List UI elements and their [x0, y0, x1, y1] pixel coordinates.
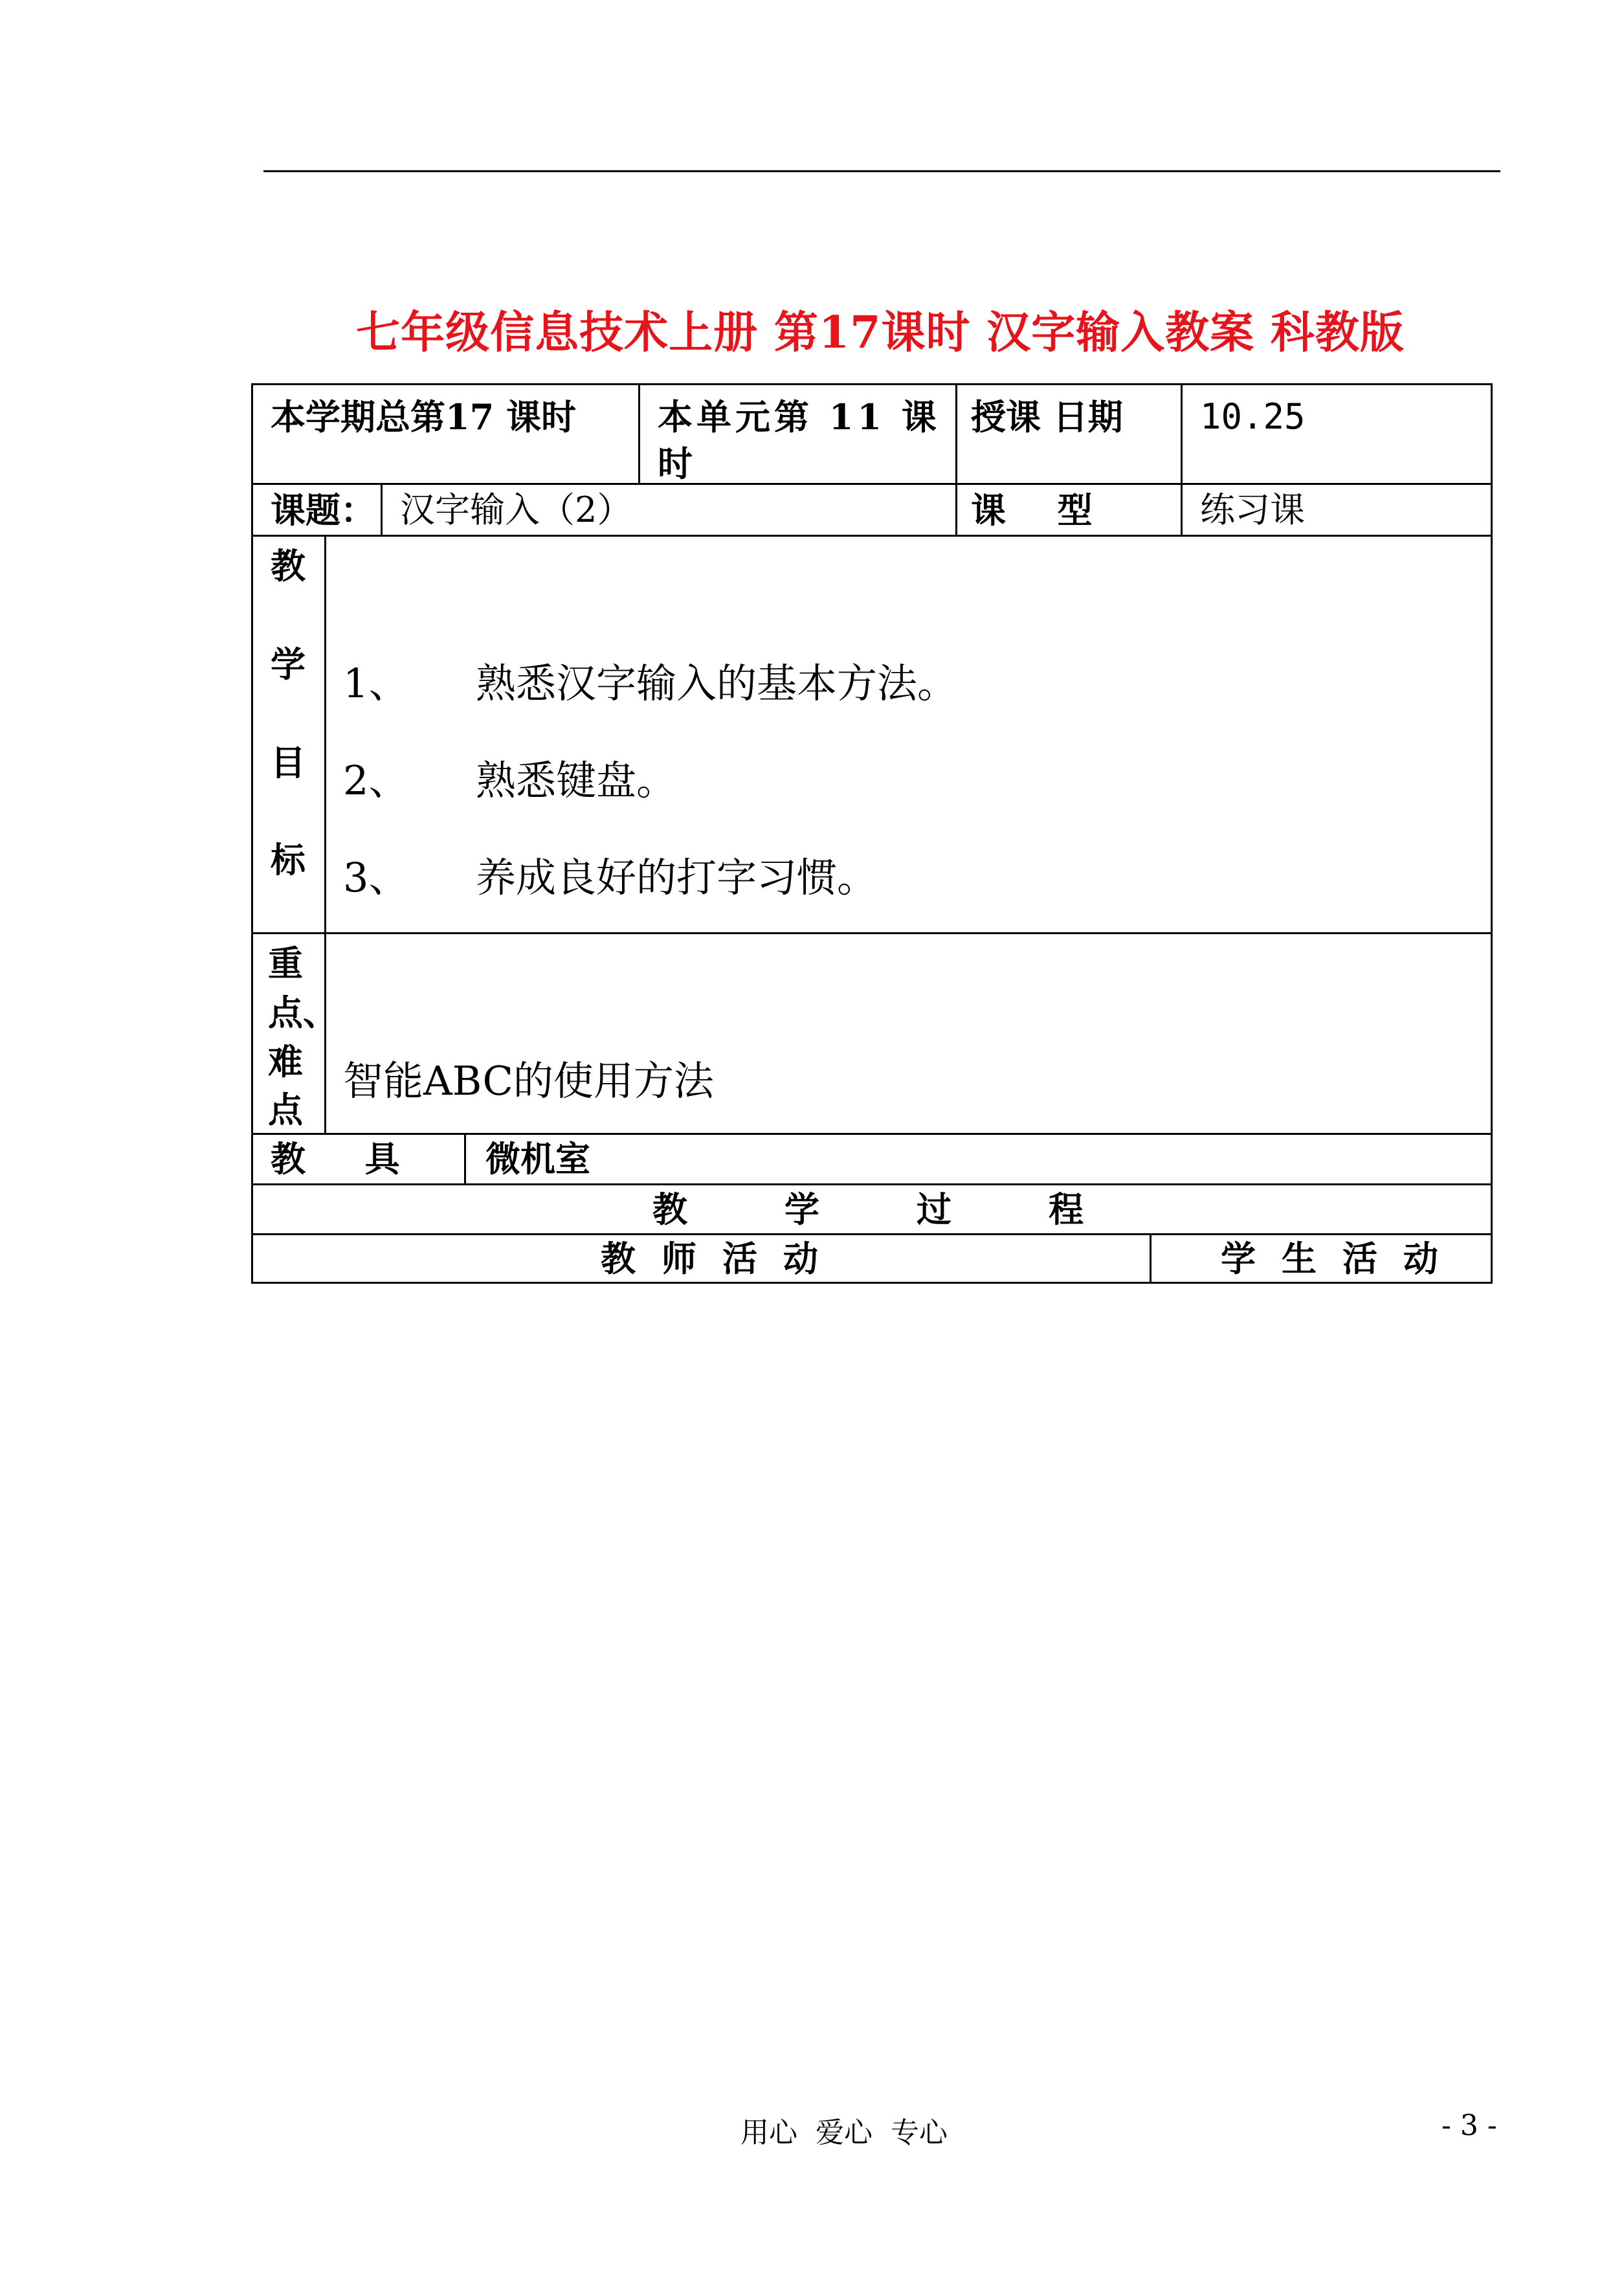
key-points-text: 智能ABC的使用方法 — [343, 1057, 714, 1104]
table-line — [251, 1233, 1493, 1235]
objectives-label-char: 目 — [271, 742, 306, 783]
objectives-label-char: 学 — [271, 643, 306, 685]
teach-date-value: 10.25 — [1200, 396, 1306, 437]
student-activity-header: 学生活动 — [1221, 1238, 1464, 1279]
footer-motto: 用心 爱心 专心 — [740, 2116, 948, 2149]
table-line — [251, 535, 1493, 537]
unit-lesson-line2: 时 — [658, 443, 693, 484]
table-line — [638, 383, 640, 485]
table-line — [251, 932, 1493, 934]
objective-text: 熟悉键盘。 — [476, 757, 677, 804]
unit-lesson-line1: 本单元第 11 课 — [658, 396, 940, 438]
table-line — [251, 1183, 1493, 1185]
document-title: 七年级信息技术上册 第17课时 汉字输入教案 科教版 — [356, 307, 1405, 359]
table-border-right — [1491, 383, 1493, 1284]
table-line — [251, 483, 1493, 485]
objective-item — [343, 658, 957, 710]
process-header: 教学过程 — [652, 1189, 1181, 1230]
lesson-type-value: 练习课 — [1200, 489, 1305, 530]
objective-item — [343, 852, 877, 904]
page-number: - 3 - — [1441, 2109, 1497, 2142]
table-line — [464, 1133, 466, 1185]
tools-label: 教 具 — [271, 1138, 412, 1180]
table-line — [1181, 383, 1183, 537]
table-line — [955, 383, 957, 537]
table-line — [381, 483, 383, 537]
lesson-type-label: 课 型 — [971, 489, 1102, 531]
tools-value: 微机室 — [485, 1138, 590, 1180]
term-total-lessons: 本学期总第17 课时 — [271, 396, 576, 438]
table-line — [251, 1133, 1493, 1135]
objective-number: 3、 — [343, 854, 409, 901]
key-points-label-line: 点 — [268, 1089, 303, 1130]
table-border-bottom — [251, 1282, 1493, 1284]
objective-number: 1、 — [343, 660, 409, 707]
table-line — [1150, 1233, 1151, 1284]
header-rule — [263, 170, 1500, 172]
lesson-plan-table — [251, 383, 1493, 1283]
key-points-label-line: 难 — [268, 1041, 303, 1082]
topic-value: 汉字输入（2） — [400, 489, 632, 530]
objective-text: 养成良好的打字习惯。 — [476, 854, 878, 901]
table-border-left — [251, 383, 253, 1284]
objectives-label-char: 标 — [271, 839, 306, 880]
objective-item — [343, 755, 676, 807]
teacher-activity-header: 教师活动 — [601, 1238, 844, 1279]
key-points-label-line: 点、 — [268, 992, 338, 1033]
objective-text: 熟悉汉字输入的基本方法。 — [476, 660, 958, 707]
topic-label: 课题： — [271, 489, 375, 531]
table-border-top — [251, 383, 1493, 385]
teach-date-label: 授课 日期 — [971, 396, 1123, 438]
objective-number: 2、 — [343, 757, 409, 804]
objectives-label-char: 教 — [271, 545, 306, 587]
key-points-label-line: 重 — [268, 943, 303, 984]
